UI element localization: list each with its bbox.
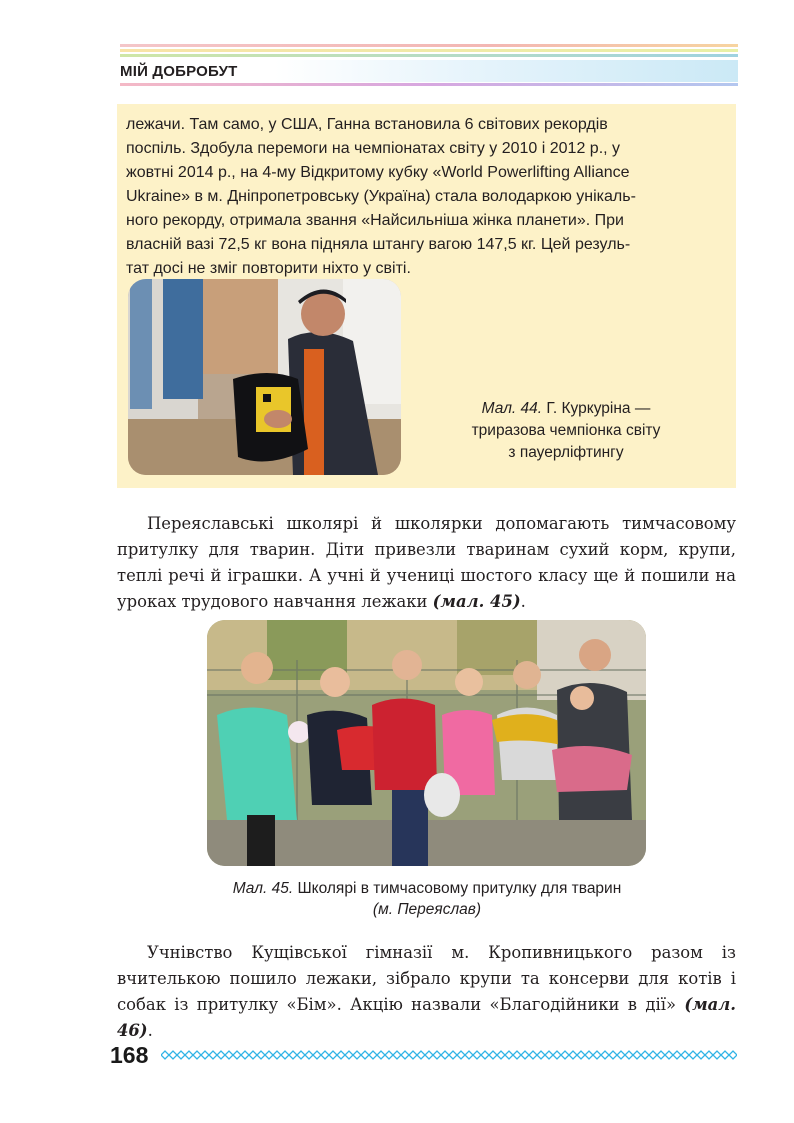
box-line: ного рекорду, отримала звання «Найсильніша жінка планети». При	[126, 212, 624, 229]
paragraph-text: Переяславські школярі й школярки допомагають тимчасовому притулку для тварин. Діти привезли тваринам сухий корм, крупи, теплі речі й іграшки. А учні й учениці шостого класу ще й пошили на уроках трудового навчання лежаки	[117, 514, 736, 611]
figure-reference: (мал. 46)	[117, 995, 736, 1040]
box-line: тат досі не зміг повторити ніхто у світі.	[126, 260, 411, 277]
header-underline	[120, 83, 738, 86]
footer-decoration	[161, 1049, 737, 1061]
paragraph-end: .	[520, 592, 526, 611]
figure-45-caption	[150, 878, 704, 920]
header-decoration	[120, 44, 738, 60]
figure-reference: (мал. 45)	[432, 592, 521, 611]
caption-text: Школярі в тимчасовому притулку для тварин	[293, 880, 622, 897]
section-title: МІЙ ДОБРОБУТ	[120, 63, 238, 80]
box-line: Ukraine» в м. Дніпропетровську (Україна) стала володаркою унікаль-	[126, 188, 636, 205]
photo-students-shelter	[207, 620, 646, 866]
info-box-text	[126, 113, 730, 281]
box-line: поспіль. Здобула перемоги на чемпіонатах світу у 2010 і 2012 р., у	[126, 140, 621, 157]
paragraph-end: .	[147, 1021, 153, 1040]
figure-label: Мал. 44.	[481, 400, 543, 417]
box-line: лежачи. Там само, у США, Ганна встановила 6 світових рекордів	[126, 116, 608, 133]
paragraph	[117, 511, 736, 615]
caption-text: з пауерліфтингу	[508, 444, 624, 461]
photo-kurkurina	[128, 279, 401, 475]
paragraph	[117, 940, 736, 1044]
caption-text: (м. Переяслав)	[372, 901, 482, 918]
page-number: 168	[110, 1042, 149, 1068]
box-line: жовтні 2014 р., на 4-му Відкритому кубку «World Powerlifting Alliance	[126, 164, 630, 181]
caption-text: триразова чемпіонка світу	[471, 422, 661, 439]
figure-44-caption	[430, 398, 702, 464]
figure-label: Мал. 45.	[232, 880, 294, 897]
box-line: власній вазі 72,5 кг вона підняла штангу вагою 147,5 кг. Цей резуль-	[126, 236, 631, 253]
paragraph-text: Учнівство Кущівської гімназії м. Кропивницького разом із вчителькою пошило лежаки, зібрало крупи та консерви для котів і собак із притулку «Бім». Акцію назвали «Благодійники в дії»	[117, 943, 736, 1014]
caption-text: Г. Куркуріна —	[542, 400, 651, 417]
